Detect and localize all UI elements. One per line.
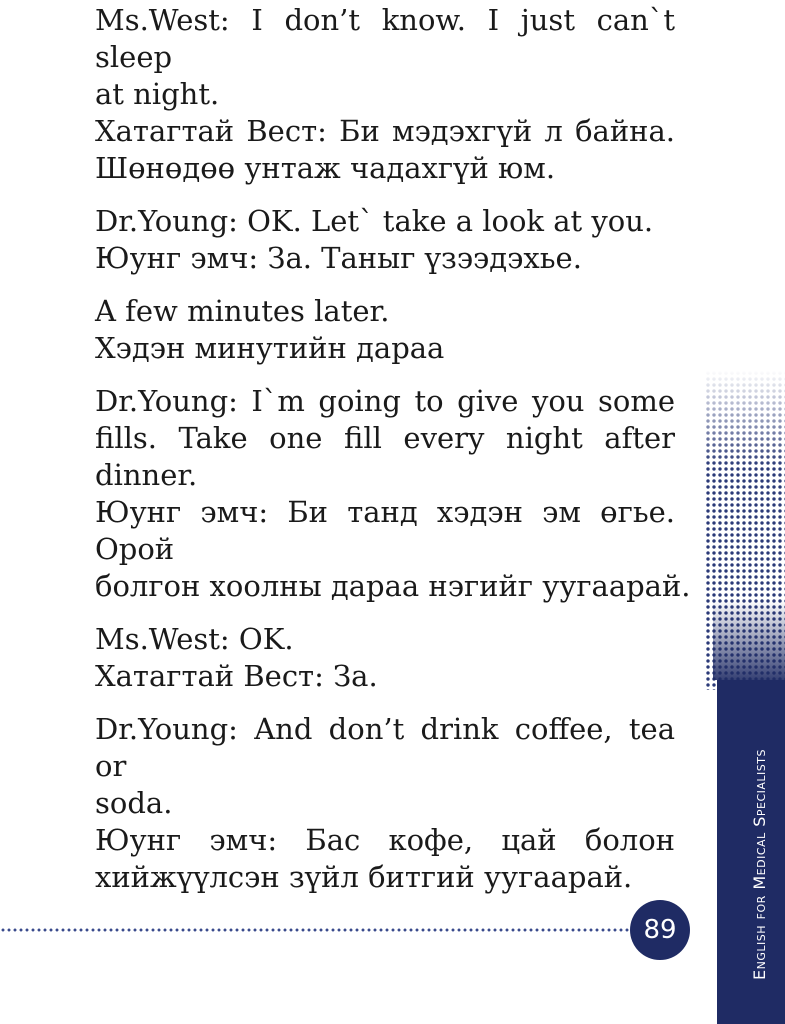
dialogue-line: fills. Take one fill every night after dinner. bbox=[95, 421, 675, 492]
dialogue-line: Dr.Young: I`m going to give you some bbox=[95, 384, 675, 418]
dialogue-paragraph bbox=[95, 293, 675, 367]
dialogue-line: Ms.West: I don’t know. I just can`t sleep bbox=[95, 3, 675, 74]
dialogue-line: Юунг эмч: Бас кофе, цай болон bbox=[95, 823, 675, 857]
halftone-gradient bbox=[713, 600, 785, 680]
dialogue-line: Dr.Young: OK. Let` take a look at you. bbox=[95, 204, 654, 238]
dialogue-line: soda. bbox=[95, 786, 173, 820]
side-band bbox=[717, 680, 785, 1024]
dialogue-paragraph bbox=[95, 621, 675, 695]
dialogue-line: Ms.West: OK. bbox=[95, 622, 294, 656]
dialogue-line: Шөнөдөө унтаж чадахгүй юм. bbox=[95, 151, 556, 185]
dialogue-paragraph bbox=[95, 2, 675, 187]
dialogue-line: Юунг эмч: Би танд хэдэн эм өгье. Орой bbox=[95, 495, 675, 566]
dialogue-paragraph bbox=[95, 711, 675, 896]
dialogue-paragraph bbox=[95, 203, 675, 277]
dialogue-line: Юунг эмч: За. Таныг үзээдэхье. bbox=[95, 241, 582, 275]
dialogue-line: at night. bbox=[95, 77, 220, 111]
dialogue-text bbox=[95, 2, 691, 912]
dialogue-line: Хатагтай Вест: За. bbox=[95, 659, 378, 693]
dialogue-line: Хэдэн минутийн дараа bbox=[95, 331, 445, 365]
dialogue-line: хийжүүлсэн зүйл битгий уугаарай. bbox=[95, 860, 633, 894]
dialogue-line: A few minutes later. bbox=[95, 294, 390, 328]
dialogue-line: Dr.Young: And don’t drink coffee, tea or bbox=[95, 712, 675, 783]
page-number: 89 bbox=[630, 900, 690, 960]
dialogue-line: болгон хоолны дараа нэгийг уугаарай. bbox=[95, 569, 691, 603]
dialogue-line: Хатагтай Вест: Би мэдэхгүй л байна. bbox=[95, 114, 675, 148]
dialogue-paragraph bbox=[95, 383, 691, 605]
book-title: English for Medical Specialists bbox=[750, 749, 769, 980]
footer-dotted-rule bbox=[0, 928, 632, 932]
